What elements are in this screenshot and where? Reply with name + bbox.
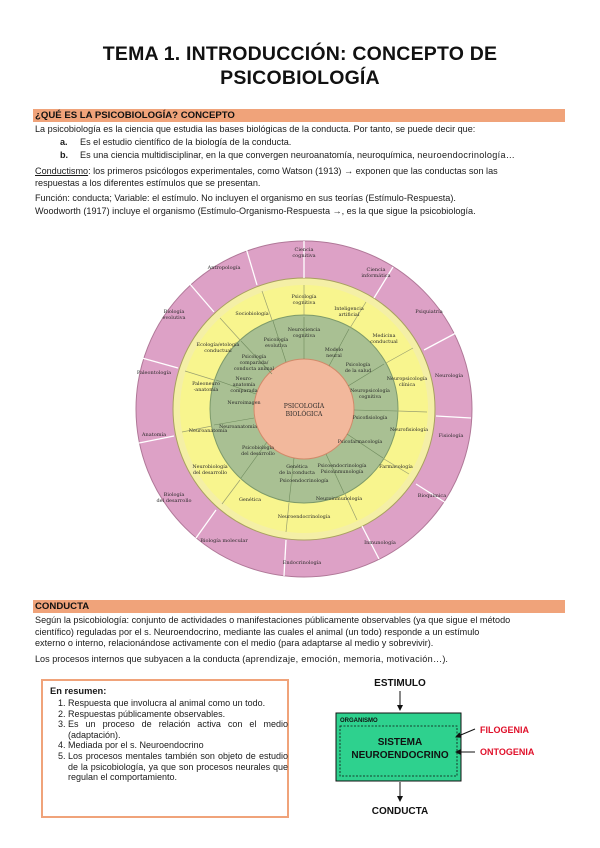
summary-item: 3. Es un proceso de relación activa con el medio (adaptación). [68,719,288,740]
sistema-label-line2: NEUROENDOCRINO [351,750,449,761]
diagram-label: del desarrollo [241,452,275,457]
center-label-line1: PSICOLOGÍA [283,403,325,410]
diagram-label: Antropología [207,265,241,271]
summary-item: 1. Respuesta que involucra al animal como un todo. [68,698,288,709]
procesos-end: ). [442,654,448,664]
diagram-label: conducta animal [233,367,275,372]
diagram-label: del desarrollo [192,470,228,476]
diagram-label: Biología [163,309,185,315]
diagram-label: cognitiva [292,253,316,259]
diagram-label: Neurobiología [192,464,228,470]
section-heading-conducta: CONDUCTA [33,600,565,613]
conducta-line: Según la psicobiología: conjunto de actividades o manifestaciones públicamente observables (ya que sigue el método [35,615,511,625]
diagram-label: Neuropsicología [386,376,428,382]
intro-paragraph: La psicobiología es la ciencia que estudia las bases biológicas de la conducta. Por tanto, se puede decir que: [35,124,476,134]
diagram-label: Paleontología [136,370,172,376]
diagram-label: Psicobiología [241,446,275,451]
diagram-label: evolutiva [162,315,186,321]
diagram-label: comparada/ [239,361,269,366]
diagram-label: Biología [163,492,185,498]
sistema-label-line1: SISTEMA [377,737,423,748]
summary-item: 4. Mediada por el s. Neuroendocrino [68,740,288,751]
diagram-label: cognitiva [292,300,316,306]
diagram-label: comparada [230,389,258,394]
summary-list [50,698,288,783]
diagram-label: Psicofarmacología [337,440,383,445]
diagram-label: Genética [238,497,262,503]
diagram-label: Neuroinmunología [315,496,363,502]
procesos-text: Los procesos internos que subyacen a la conducta ( [35,654,246,664]
diagram-label: -anatomía [193,387,219,393]
diagram-label: Psicoinmunología [320,470,364,475]
center-label-line2: BIOLÓGICA [285,411,323,418]
conductismo-line2: respuestas a los diferentes estímulos que se presentan. [35,177,261,188]
diagram-label: Neurociencia [287,328,321,333]
conducta-definition [35,615,565,650]
diagram-label: artificial [338,312,360,318]
list-marker: a. [60,137,68,147]
diagram-label: Ciencia [366,267,386,273]
diagram-label: Psiquiatría [415,309,443,315]
conductismo-line1: : los primeros psicólogos experimentales, como Watson (1913) → exponen que las conductas son las [88,166,498,176]
conducta-line: externo o interno, relacionándose activamente con el medio (para adaptarse al medio y sobrevivir). [35,638,434,649]
summary-box [41,679,289,818]
diagram-label: Neurofisiología [389,427,429,433]
list-item-a [60,137,291,149]
conducta-line: científico) reguladas por el s. Neuroendocrino, mediante las cuales el animal (un todo) responde a un estímulo [35,626,480,637]
estimulo-label: ESTIMULO [374,678,426,689]
diagram-label: Biología molecular [200,538,248,544]
page-title-line1: TEMA 1. INTRODUCCIÓN: CONCEPTO DE [102,43,498,65]
diagram-label: Psicofisiología [352,416,388,421]
diagram-label: Neurología [434,373,464,379]
organismo-label: ORGANISMO [340,718,378,724]
diagram-label: conductual [370,339,398,345]
diagram-label: Modelo [324,348,344,353]
diagram-label: de la salud [344,369,372,374]
conducta-label: CONDUCTA [371,806,429,817]
diagram-label: Farmacología [379,464,413,470]
conductismo-paragraph [35,166,565,189]
diagram-label: Fisiología [438,433,464,439]
conductismo-term: Conductismo [35,166,89,176]
funcion-line: Función: conducta; Variable: el estímulo. No incluyen el organismo en sus teorías (Estímulo-Respuesta). [35,193,456,203]
procesos-emph: aprendizaje, emoción, memoria, motivación… [245,654,443,664]
list-item-text: Es una ciencia multidisciplinar, en la que convergen neuroanatomía, neuroquímica, [80,150,415,160]
diagram-label: Psicología [345,363,371,368]
diagram-label: Endocrinología [282,560,322,566]
diagram-label: Inteligencia [334,306,364,312]
diagram-label: Ciencia [294,247,314,253]
diagram-label: Bioquímica [417,493,447,499]
list-marker: b. [60,150,69,160]
diagram-label: del desarrollo [156,498,192,504]
diagram-label: Neuroimagen [227,401,261,406]
diagram-label: Genética [286,465,308,470]
list-item-text: Es el estudio científico de la biología de la conducta. [80,137,292,147]
diagram-label: informática [361,273,391,279]
diagram-label: Psicología [291,294,317,300]
diagram-label: Neuropsicología [350,389,390,394]
diagram-label: Psicología [263,338,289,343]
diagram-label: clínica [398,382,416,388]
diagram-label: Neuroanatomía [219,425,257,430]
diagram-label: Inmunología [364,540,396,546]
diagram-label: Neuro- [235,377,253,382]
diagram-label: Psicoendocrinología [279,479,329,484]
diagram-label: anatomía [232,383,256,388]
psicobiologia-concentric-diagram [134,228,474,590]
stimulus-response-diagram [290,672,580,822]
procesos-internos-line [35,654,565,666]
page-title [0,42,600,90]
diagram-label: Neuroendocrinología [277,514,331,520]
diagram-label: Psicoendocrinología [317,464,367,469]
diagram-label: Ecología/etología [196,342,240,348]
diagram-label: cognitiva [292,334,316,339]
diagram-label: Sociobiología [235,311,269,317]
summary-title: En resumen: [50,686,107,696]
summary-item: 5. Los procesos mentales también son objeto de estudio de la psicobiología, ya que son procesos neurales que regulan el comportamiento. [68,751,288,783]
diagram-label: Anatomía [141,432,167,438]
list-item-b [60,150,515,162]
page-title-line2: PSICOBIOLOGÍA [220,67,380,89]
diagram-label: neural [326,354,342,359]
section-heading-psicobiologia: ¿QUÉ ES LA PSICOBIOLOGÍA? CONCEPTO [33,109,565,122]
diagram-label: de la conducta [279,471,315,476]
list-item-emph: neuroendocrinología… [417,150,516,160]
filogenia-label: FILOGENIA [480,725,529,735]
diagram-label: evolutiva [264,344,288,349]
diagram-label: Medicina [372,333,396,339]
ontogenia-label: ONTOGENIA [480,747,535,757]
diagram-label: Psicología [241,355,267,360]
diagram-label: cognitiva [358,395,382,400]
diagram-label: Neuroanatomía [188,428,228,434]
summary-item: 2. Respuestas públicamente observables. [68,709,288,720]
diagram-label: conductual [204,348,232,354]
woodworth-line: Woodworth (1917) incluye el organismo (Estímulo-Organismo-Respuesta →, es la que sigue la psicobiología. [35,206,476,216]
diagram-label: Paleoneuro [192,381,220,387]
